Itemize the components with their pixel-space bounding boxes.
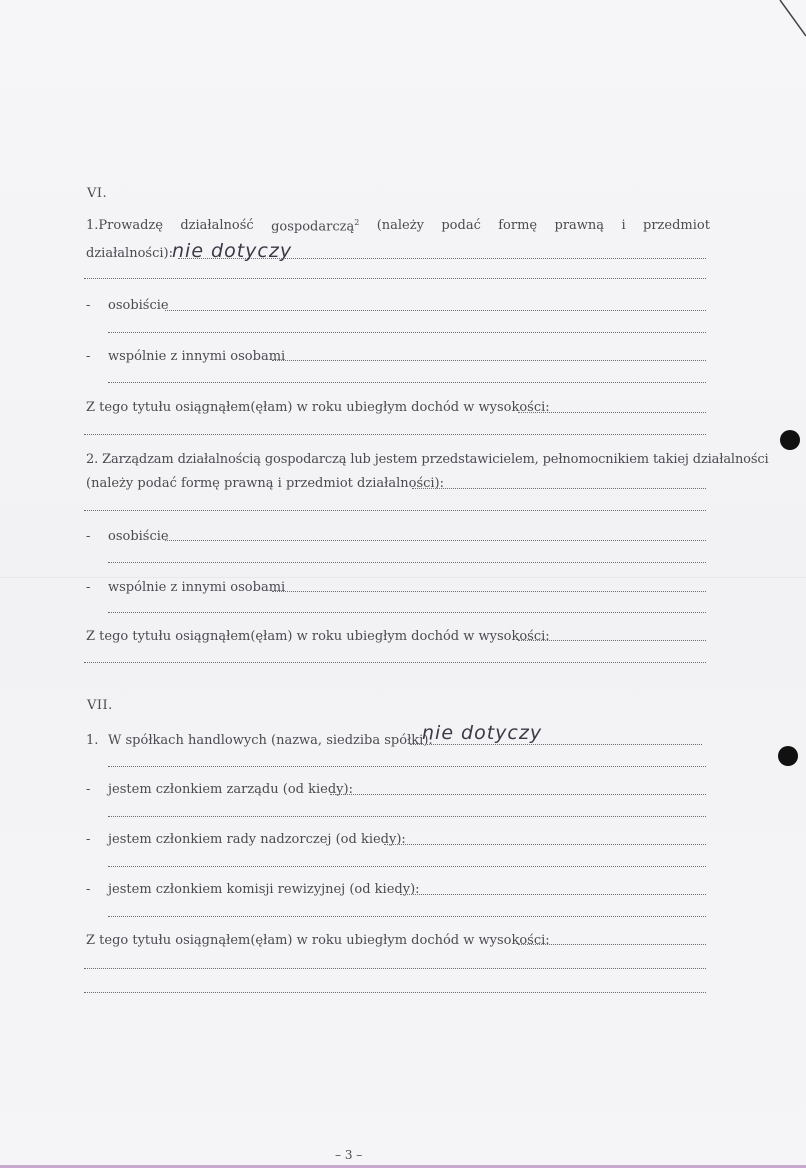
fill-line	[108, 332, 706, 333]
vi-item1-income	[86, 400, 550, 415]
fill-line	[84, 662, 706, 663]
dash: -	[86, 882, 91, 897]
fold-crease	[0, 577, 806, 578]
vi-item1-line1	[86, 218, 710, 234]
footnote-marker: 2	[354, 218, 360, 227]
fill-line	[412, 488, 706, 489]
vi-item1-word: podać	[441, 218, 481, 233]
fill-line	[384, 844, 706, 845]
vi-item1-word	[271, 218, 359, 234]
fill-line	[400, 894, 706, 895]
vii-item1	[86, 733, 433, 748]
vi-item2-text2: (należy podać formę prawną i przedmiot działalności):	[86, 476, 445, 491]
supervisory-label: jestem członkiem rady nadzorczej (od kiedy):	[108, 832, 406, 847]
vii-audit	[86, 882, 420, 897]
vi-item1-personally	[86, 298, 169, 313]
fill-line	[518, 944, 706, 945]
jointly-label: wspólnie z innymi osobami	[108, 349, 286, 364]
section-vi-heading: VI.	[87, 186, 108, 201]
dash: -	[86, 580, 91, 595]
corner-artifact	[766, 0, 806, 40]
fill-line	[108, 562, 706, 563]
page-number: – 3 –	[335, 1148, 363, 1162]
vi-item1-line2	[86, 246, 173, 261]
income-label: Z tego tytułu osiągnąłem(ęłam) w roku ubiegłym dochód w wysokości:	[86, 933, 550, 948]
fill-line	[518, 640, 706, 641]
vi-item1-word: przedmiot	[643, 218, 710, 233]
personally-label: osobiście	[108, 298, 169, 313]
handwritten-answer: nie dotyczy	[422, 722, 543, 744]
fill-line	[84, 968, 706, 969]
vi-item1-line2-label: działalności):	[86, 246, 173, 261]
vi-item2-text: 2. Zarządzam działalnością gospodarczą lub jestem przedstawicielem, pełnomocnikiem takiej działalności	[86, 452, 769, 467]
vii-income	[86, 933, 550, 948]
fill-line	[84, 278, 706, 279]
vii-item1-label: W spółkach handlowych (nazwa, siedziba spółki):	[108, 733, 433, 748]
vi-item1-word: (należy	[376, 218, 424, 233]
fill-line	[84, 434, 706, 435]
vii-supervisory	[86, 832, 406, 847]
fill-line	[165, 540, 706, 541]
fill-line	[108, 612, 706, 613]
vi-item1-word: i	[621, 218, 626, 233]
dash: -	[86, 529, 91, 544]
dash: -	[86, 349, 91, 364]
vi-item1-word: prawną	[554, 218, 605, 233]
fill-line	[518, 412, 706, 413]
handwritten-answer: nie dotyczy	[172, 240, 293, 262]
vi-item1-word-text: gospodarczą	[271, 219, 355, 235]
fill-line	[84, 510, 706, 511]
vi-item1-jointly	[86, 349, 286, 364]
binder-hole	[778, 746, 798, 766]
vi-item2-line2	[86, 476, 444, 491]
fill-line	[84, 992, 706, 993]
income-label: Z tego tytułu osiągnąłem(ęłam) w roku ubiegłym dochód w wysokości:	[86, 400, 550, 415]
vi-item1-word: 1.Prowadzę	[86, 218, 163, 233]
fill-line	[410, 744, 702, 745]
board-label: jestem członkiem zarządu (od kiedy):	[108, 782, 353, 797]
vi-item2-income	[86, 629, 550, 644]
vi-item2-personally	[86, 529, 169, 544]
fill-line	[108, 916, 706, 917]
vi-item1-word: działalność	[180, 218, 254, 233]
fill-line	[330, 794, 706, 795]
fill-line	[108, 382, 706, 383]
fill-line	[108, 866, 706, 867]
jointly-label: wspólnie z innymi osobami	[108, 580, 286, 595]
section-vii-heading: VII.	[87, 698, 113, 713]
vi-item2-jointly	[86, 580, 286, 595]
vi-item1-word: formę	[498, 218, 538, 233]
income-label: Z tego tytułu osiągnąłem(ęłam) w roku ubiegłym dochód w wysokości:	[86, 629, 550, 644]
fill-line	[165, 310, 706, 311]
personally-label: osobiście	[108, 529, 169, 544]
vii-board	[86, 782, 353, 797]
fill-line	[272, 360, 706, 361]
dash: -	[86, 298, 91, 313]
vi-item2-line1	[86, 452, 769, 467]
binder-hole	[780, 430, 800, 450]
vii-item1-number: 1.	[86, 733, 99, 748]
dash: -	[86, 782, 91, 797]
fill-line	[272, 591, 706, 592]
fill-line	[108, 816, 706, 817]
dash: -	[86, 832, 91, 847]
fill-line	[108, 766, 706, 767]
audit-label: jestem członkiem komisji rewizyjnej (od kiedy):	[108, 882, 420, 897]
